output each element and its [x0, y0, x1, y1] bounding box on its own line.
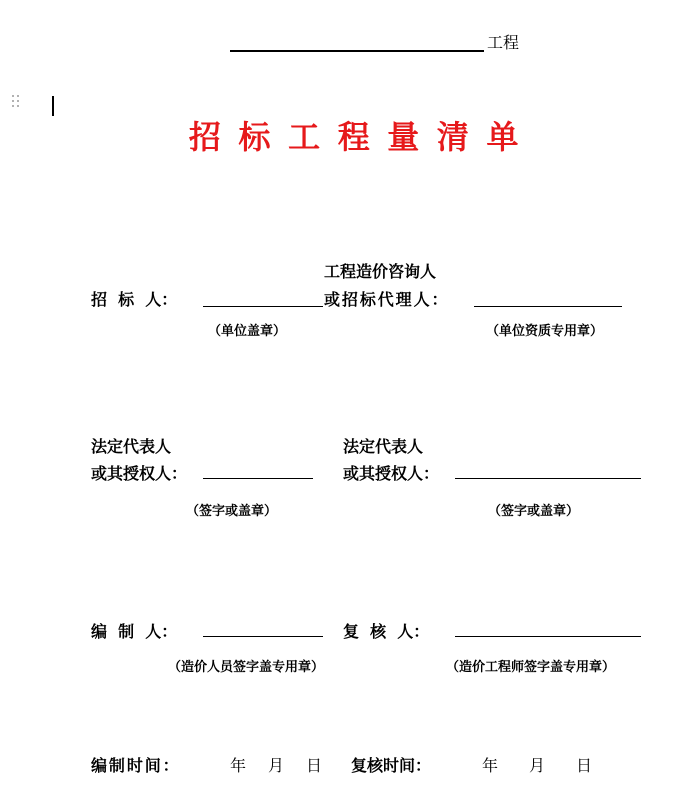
compile-date-year: 年: [230, 756, 247, 775]
compile-date-label: 编制时间：: [91, 756, 181, 775]
compiler-label: 编 制 人：: [91, 622, 178, 641]
consultant-blank[interactable]: [474, 306, 622, 307]
tenderer-rep-label-top: 法定代表人: [91, 437, 172, 456]
compiler-note: （造价人员签字盖专用章）: [168, 660, 325, 675]
consultant-rep-note: （签字或盖章）: [488, 504, 580, 519]
reviewer-label: 复 核 人：: [343, 622, 430, 641]
compile-date-month: 月: [268, 756, 285, 775]
drag-handle-icon[interactable]: [12, 95, 22, 109]
reviewer-note: （造价工程师签字盖专用章）: [446, 660, 616, 675]
consultant-note: （单位资质专用章）: [486, 324, 604, 339]
review-date-month: 月: [529, 756, 546, 775]
reviewer-blank[interactable]: [455, 636, 641, 637]
consultant-rep-label-top: 法定代表人: [343, 437, 424, 456]
tenderer-blank[interactable]: [203, 306, 323, 307]
consultant-label: 或招标代理人：: [324, 290, 450, 309]
compiler-blank[interactable]: [203, 636, 323, 637]
compile-date-day: 日: [306, 756, 323, 775]
project-suffix: 工程: [487, 33, 520, 52]
tenderer-note: （单位盖章）: [208, 324, 287, 339]
review-date-day: 日: [576, 756, 593, 775]
page-title: 招标工程量清单: [188, 118, 537, 156]
review-date-year: 年: [482, 756, 499, 775]
tenderer-rep-blank[interactable]: [203, 478, 313, 479]
consultant-rep-blank[interactable]: [455, 478, 641, 479]
review-date-label: 复核时间：: [351, 756, 432, 775]
tenderer-rep-label: 或其授权人：: [91, 464, 188, 483]
tenderer-rep-note: （签字或盖章）: [186, 504, 278, 519]
consultant-rep-label: 或其授权人：: [343, 464, 440, 483]
project-name-blank[interactable]: [230, 50, 484, 52]
consultant-label-top: 工程造价咨询人: [324, 262, 437, 281]
tenderer-label: 招 标 人：: [91, 290, 178, 309]
